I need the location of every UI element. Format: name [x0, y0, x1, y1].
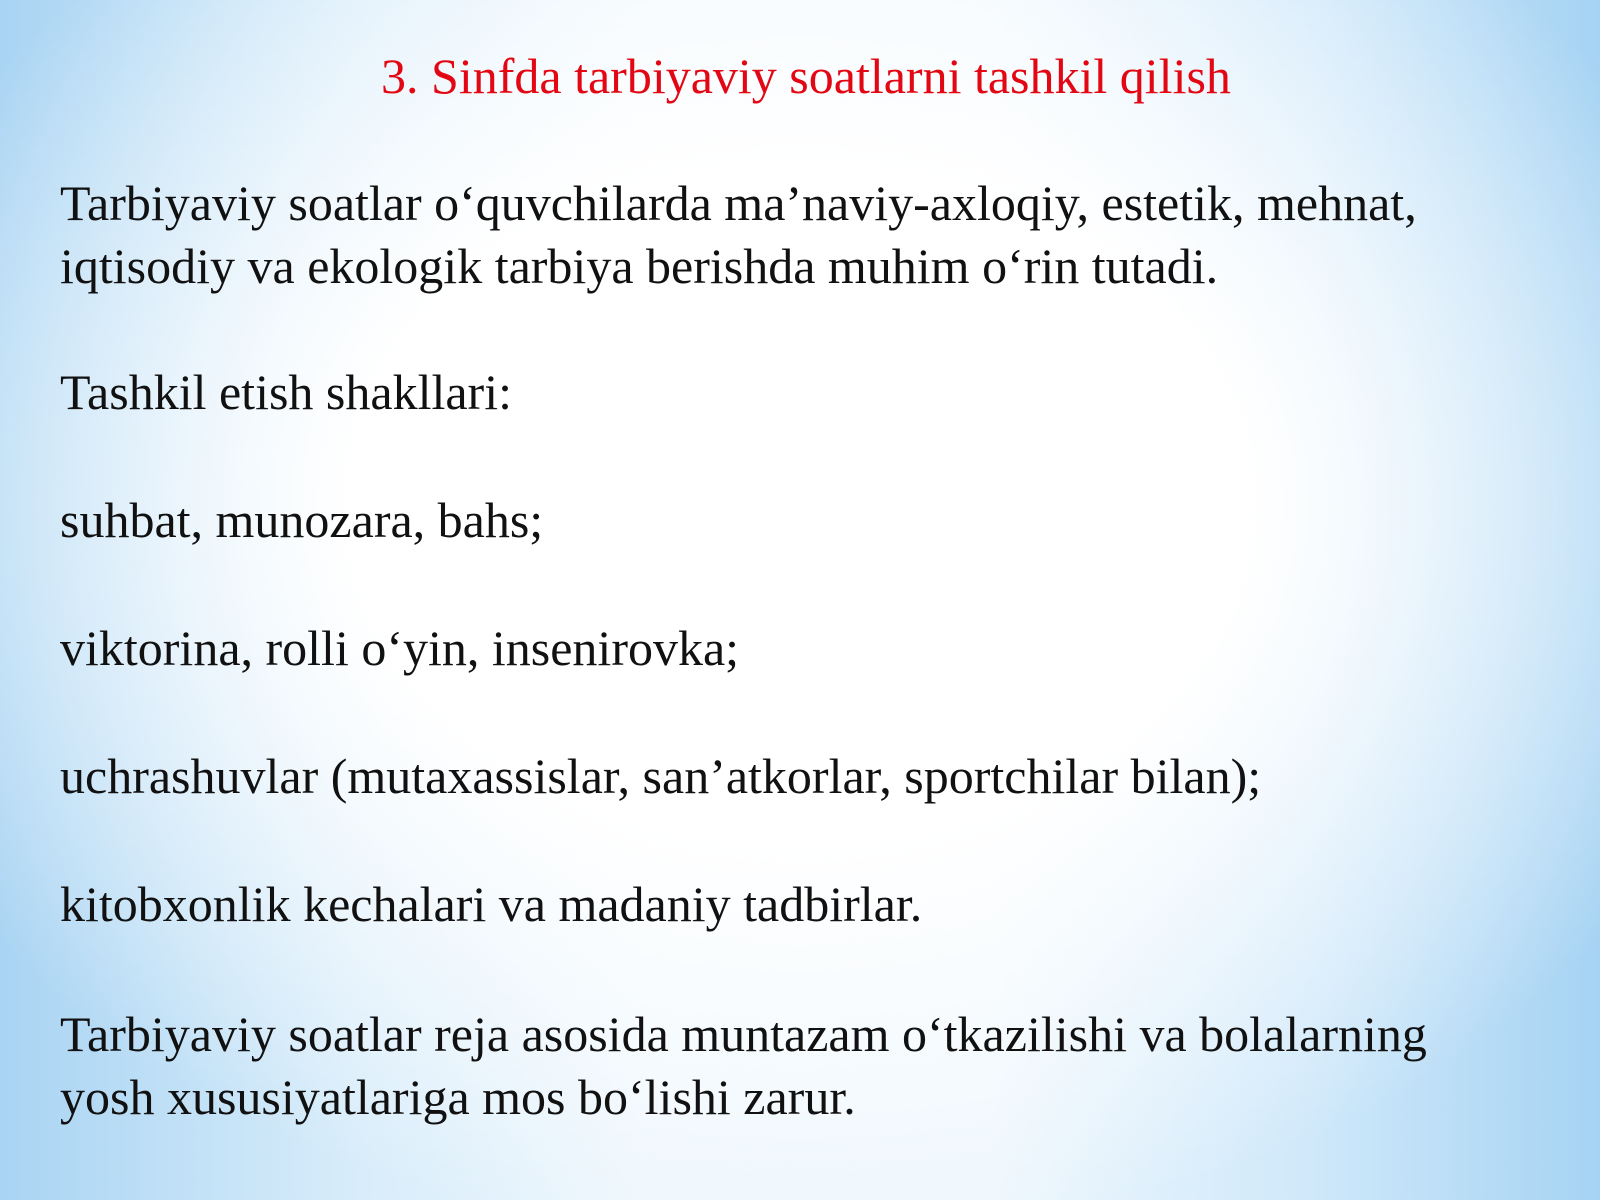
conclusion-line-2: yosh xususiyatlariga mos bo‘lishi zarur.: [60, 1069, 856, 1125]
conclusion-line-1: Tarbiyaviy soatlar reja asosida muntazam o‘tkazilishi va bolalarning: [60, 1006, 1427, 1062]
form-item: viktorina, rolli o‘yin, insenirovka;: [60, 620, 740, 676]
conclusion-paragraph: [60, 1003, 1560, 1129]
form-item: uchrashuvlar (mutaxassislar, san’atkorlar, sportchilar bilan);: [60, 748, 1262, 804]
intro-line-1: Tarbiyaviy soatlar o‘quvchilarda ma’naviy-axloqiy, estetik, mehnat,: [60, 175, 1417, 231]
slide-title: 3. Sinfda tarbiyaviy soatlarni tashkil qilish: [381, 48, 1231, 104]
form-item: suhbat, munozara, bahs;: [60, 492, 544, 548]
form-item: kitobxonlik kechalari va madaniy tadbirlar.: [60, 876, 923, 932]
forms-heading: Tashkil etish shakllari:: [60, 364, 512, 420]
intro-line-2: iqtisodiy va ekologik tarbiya berishda muhim o‘rin tutadi.: [60, 238, 1219, 294]
intro-paragraph: [60, 172, 1560, 298]
